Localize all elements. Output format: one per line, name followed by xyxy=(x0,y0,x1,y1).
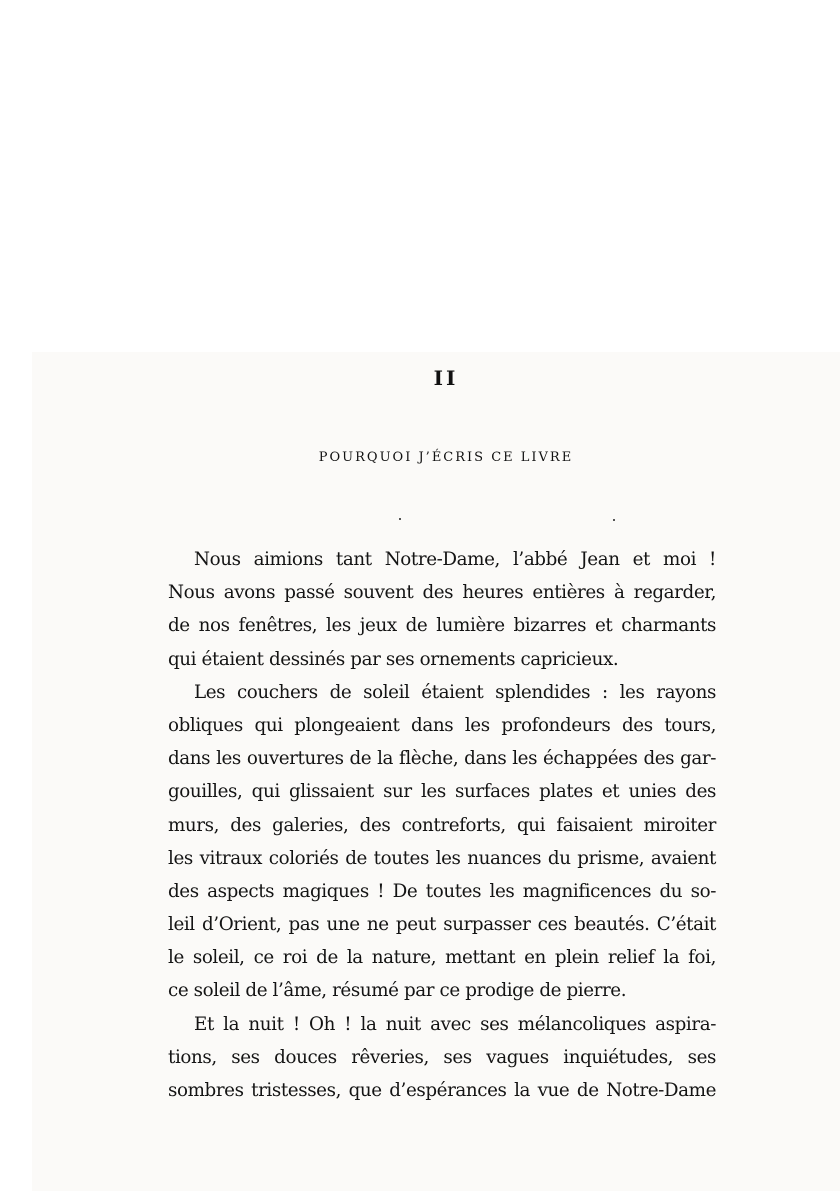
body-line: gouilles, qui glissaient sur les surfaces plates et unies des xyxy=(168,781,716,803)
body-line: ce soleil de l’âme, résumé par ce prodige de pierre. xyxy=(168,980,627,1002)
body-line: Nous avons passé souvent des heures entières à regarder, xyxy=(168,582,716,604)
body-line: Et la nuit ! Oh ! la nuit avec ses mélancoliques aspira- xyxy=(194,1013,716,1035)
body-line: qui étaient dessinés par ses ornements capricieux. xyxy=(168,648,619,670)
chapter-title: POURQUOI J’ÉCRIS CE LIVRE xyxy=(318,450,574,465)
body-line: leil d’Orient, pas une ne peut surpasser ces beautés. C’était xyxy=(168,914,716,936)
body-line: dans les ouvertures de la flèche, dans les échappées des gar- xyxy=(168,748,716,770)
chapter-number: II xyxy=(433,366,459,390)
scan-speck xyxy=(613,519,615,521)
body-line: obliques qui plongeaient dans les profondeurs des tours, xyxy=(168,714,716,736)
body-line: des aspects magiques ! De toutes les magnificences du so- xyxy=(168,880,716,902)
body-line: les vitraux coloriés de toutes les nuances du prisme, avaient xyxy=(168,847,716,869)
body-line: de nos fenêtres, les jeux de lumière bizarres et charmants xyxy=(168,615,716,637)
body-line: Les couchers de soleil étaient splendides : les rayons xyxy=(194,681,716,703)
body-line: sombres tristesses, que d’espérances la vue de Notre-Dame xyxy=(168,1080,716,1101)
body-line: Nous aimions tant Notre-Dame, l’abbé Jean et moi ! xyxy=(194,549,716,570)
body-line: murs, des galeries, des contreforts, qui faisaient miroiter xyxy=(168,814,716,836)
body-text xyxy=(168,543,716,1107)
body-line: tions, ses douces rêveries, ses vagues inquiétudes, ses xyxy=(168,1046,716,1068)
body-line: le soleil, ce roi de la nature, mettant en plein relief la foi, xyxy=(168,947,716,969)
scan-speck xyxy=(399,518,401,520)
